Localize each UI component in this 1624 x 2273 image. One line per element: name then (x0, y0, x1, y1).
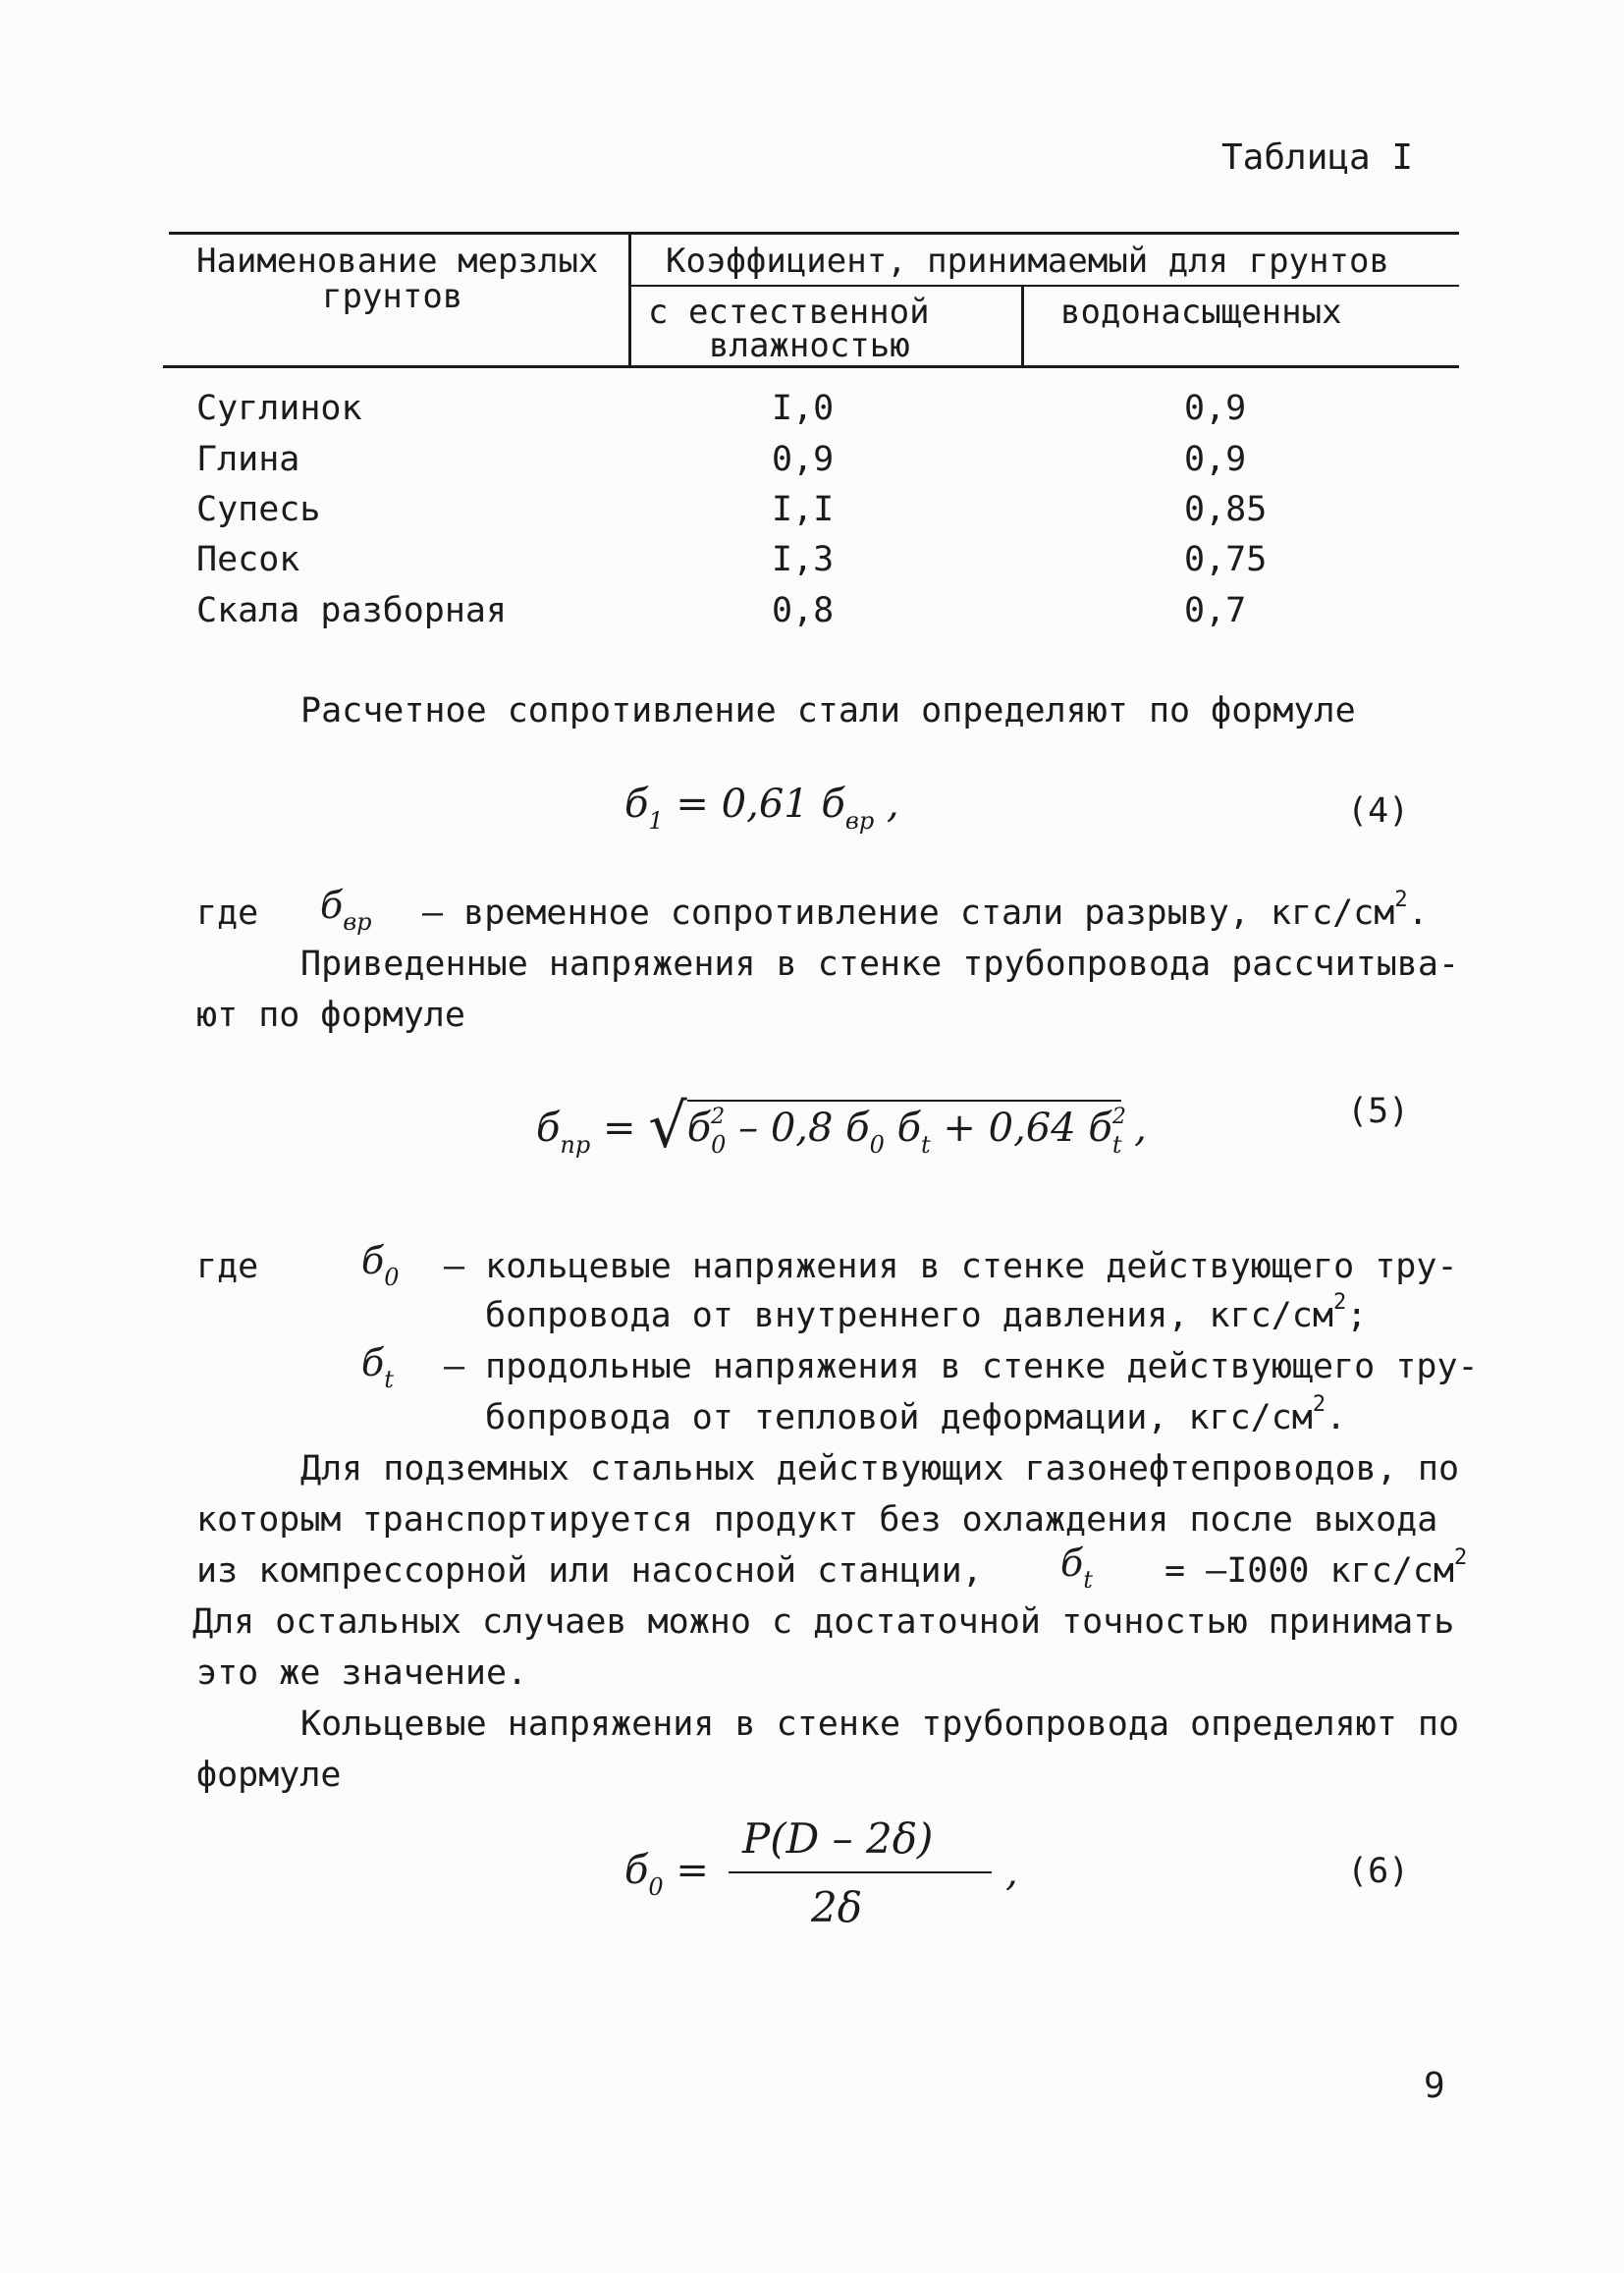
paragraph-2-line1: Приведенные напряжения в стенке трубопровода рассчитыва- (300, 945, 1460, 984)
f5-lhs-sub: пр (560, 1131, 591, 1159)
row-name: Глина (196, 440, 300, 479)
f5-t3: б (884, 1106, 922, 1151)
formula-6-lhs (624, 1848, 709, 1901)
where2-item1-end: ; (1346, 1296, 1368, 1335)
where2-item1-line2 (485, 1290, 1368, 1335)
where1-sym: б (320, 884, 344, 927)
formula-6-number: (6) (1347, 1852, 1410, 1891)
row-name: Супесь (196, 490, 321, 529)
where1-symbol (320, 884, 372, 936)
f4-rhs: = 0,61 б (676, 782, 845, 827)
paragraph-4-line1: Кольцевые напряжения в стенке трубопровода определяют по (300, 1705, 1460, 1744)
table-top-rule (169, 232, 1459, 235)
header-sub1-line2: влажностью (709, 326, 910, 365)
f4-rhs-sub: вр (844, 807, 875, 835)
table-caption: Таблица I (1221, 137, 1414, 178)
row-natural: I,3 (772, 540, 835, 579)
f5-t4-sup: 2 (1111, 1105, 1126, 1129)
row-name: Песок (196, 540, 300, 579)
where2-item2-line2-text: бопровода от тепловой деформации, кгс/см (485, 1398, 1313, 1437)
f6-lhs-sub: 0 (648, 1873, 664, 1901)
where2-item2-symbol (361, 1341, 394, 1393)
page-number: 9 (1424, 2066, 1445, 2106)
paragraph-3-line5: это же значение. (196, 1653, 528, 1693)
f5-t2-sub: 0 (869, 1131, 885, 1159)
where2-item2-line2 (485, 1392, 1347, 1437)
formula-6-tail: , (1005, 1850, 1018, 1895)
table-vline-2 (1021, 285, 1024, 365)
table-header-rule (163, 365, 1459, 368)
paragraph-3-line3a: из компрессорной или насосной станции, (196, 1551, 983, 1591)
f5-eq: = (602, 1106, 636, 1151)
header-col1-line1: Наименование мерзлых (196, 242, 599, 281)
where2-item2-end: . (1326, 1398, 1347, 1437)
where1-end: . (1407, 893, 1429, 933)
f5-tail: , (1121, 1106, 1147, 1151)
row-saturated: 0,9 (1184, 440, 1247, 479)
formula-4 (624, 782, 899, 835)
f5-lhs: б (536, 1106, 561, 1151)
f5-t4-sub: t (1111, 1131, 1122, 1159)
where2-item2-sym: б (361, 1341, 385, 1384)
f6-eq: = (676, 1848, 709, 1893)
where1-word: где (196, 893, 259, 933)
row-saturated: 0,85 (1184, 490, 1268, 529)
f5-radicand (686, 1100, 1126, 1159)
f5-t1-sub: 0 (711, 1131, 727, 1159)
where2-item1-symbol (361, 1239, 400, 1291)
row-saturated: 0,7 (1184, 591, 1247, 630)
where2-item1-line2-text: бопровода от внутреннего давления, кгс/см (485, 1296, 1333, 1335)
f5-t1: б (686, 1106, 712, 1151)
where2-word: где (196, 1247, 259, 1286)
row-saturated: 0,9 (1184, 389, 1247, 428)
f6-lhs: б (624, 1848, 649, 1893)
para3-sym: б (1060, 1542, 1084, 1585)
paragraph-1: Расчетное сопротивление стали определяют по формуле (300, 691, 1356, 731)
where1-sup: 2 (1394, 888, 1408, 912)
para3-sup: 2 (1454, 1545, 1468, 1570)
table-vline-1 (628, 232, 631, 365)
para3-value: = –I000 кгс/см (1164, 1551, 1455, 1591)
where2-item1-sup: 2 (1332, 1290, 1347, 1315)
row-name: Суглинок (196, 389, 362, 428)
formula-6-fraction-bar (729, 1871, 992, 1873)
f5-t3-sub: t (921, 1131, 931, 1159)
paragraph-4-line2: формуле (196, 1756, 342, 1795)
header-col1-line2: грунтов (322, 277, 463, 316)
formula-6-denominator: 2δ (811, 1883, 863, 1931)
header-sub1-line1: с естественной (648, 293, 930, 332)
para3-sym-sub: t (1083, 1566, 1093, 1594)
f4-tail: , (874, 782, 899, 827)
where1-desc: – временное сопротивление стали разрыву, кгс/см (422, 893, 1395, 933)
f5-t2: – 0,8 б (726, 1106, 870, 1151)
formula-4-number: (4) (1347, 791, 1410, 831)
row-natural: 0,9 (772, 440, 835, 479)
header-sub2: водонасыщенных (1060, 293, 1342, 332)
paragraph-3-symbol (1060, 1542, 1093, 1594)
f5-t4: + 0,64 б (930, 1106, 1112, 1151)
where2-item1-line1: – кольцевые напряжения в стенке действующего тру- (444, 1247, 1458, 1286)
header-group: Коэффициент, принимаемый для грунтов (666, 242, 1389, 281)
paragraph-3-line1: Для подземных стальных действующих газонефтепроводов, по (300, 1449, 1460, 1488)
f4-lhs-sub: 1 (648, 807, 664, 835)
sqrt-icon: √ (648, 1090, 687, 1162)
formula-6-numerator: P(D – 2δ) (742, 1814, 934, 1863)
row-natural: I,0 (772, 389, 835, 428)
paragraph-3-line4: Для остальных случаев можно с достаточной точностью принимать (192, 1602, 1455, 1642)
row-name: Скала разборная (196, 591, 508, 630)
paragraph-3-line3b (1164, 1545, 1468, 1591)
row-natural: I,I (772, 490, 835, 529)
paragraph-3-line2: которым транспортируется продукт без охлаждения после выхода (196, 1500, 1438, 1540)
f4-lhs: б (624, 782, 649, 827)
formula-5-number: (5) (1347, 1092, 1410, 1131)
where2-item1-sym: б (361, 1239, 385, 1282)
where1-sym-sub: вр (343, 908, 372, 936)
table-subheader-rule (628, 285, 1459, 287)
where2-item1-sub: 0 (384, 1264, 400, 1291)
f5-t1-sup: 2 (711, 1105, 726, 1129)
where2-item2-sup: 2 (1312, 1392, 1326, 1417)
where1-text (422, 888, 1429, 933)
row-natural: 0,8 (772, 591, 835, 630)
row-saturated: 0,75 (1184, 540, 1268, 579)
formula-5 (536, 1084, 1147, 1162)
where2-item2-sub: t (384, 1366, 394, 1393)
paragraph-2-line2: ют по формуле (196, 996, 465, 1035)
where2-item2-line1: – продольные напряжения в стенке действующего тру- (444, 1347, 1479, 1386)
